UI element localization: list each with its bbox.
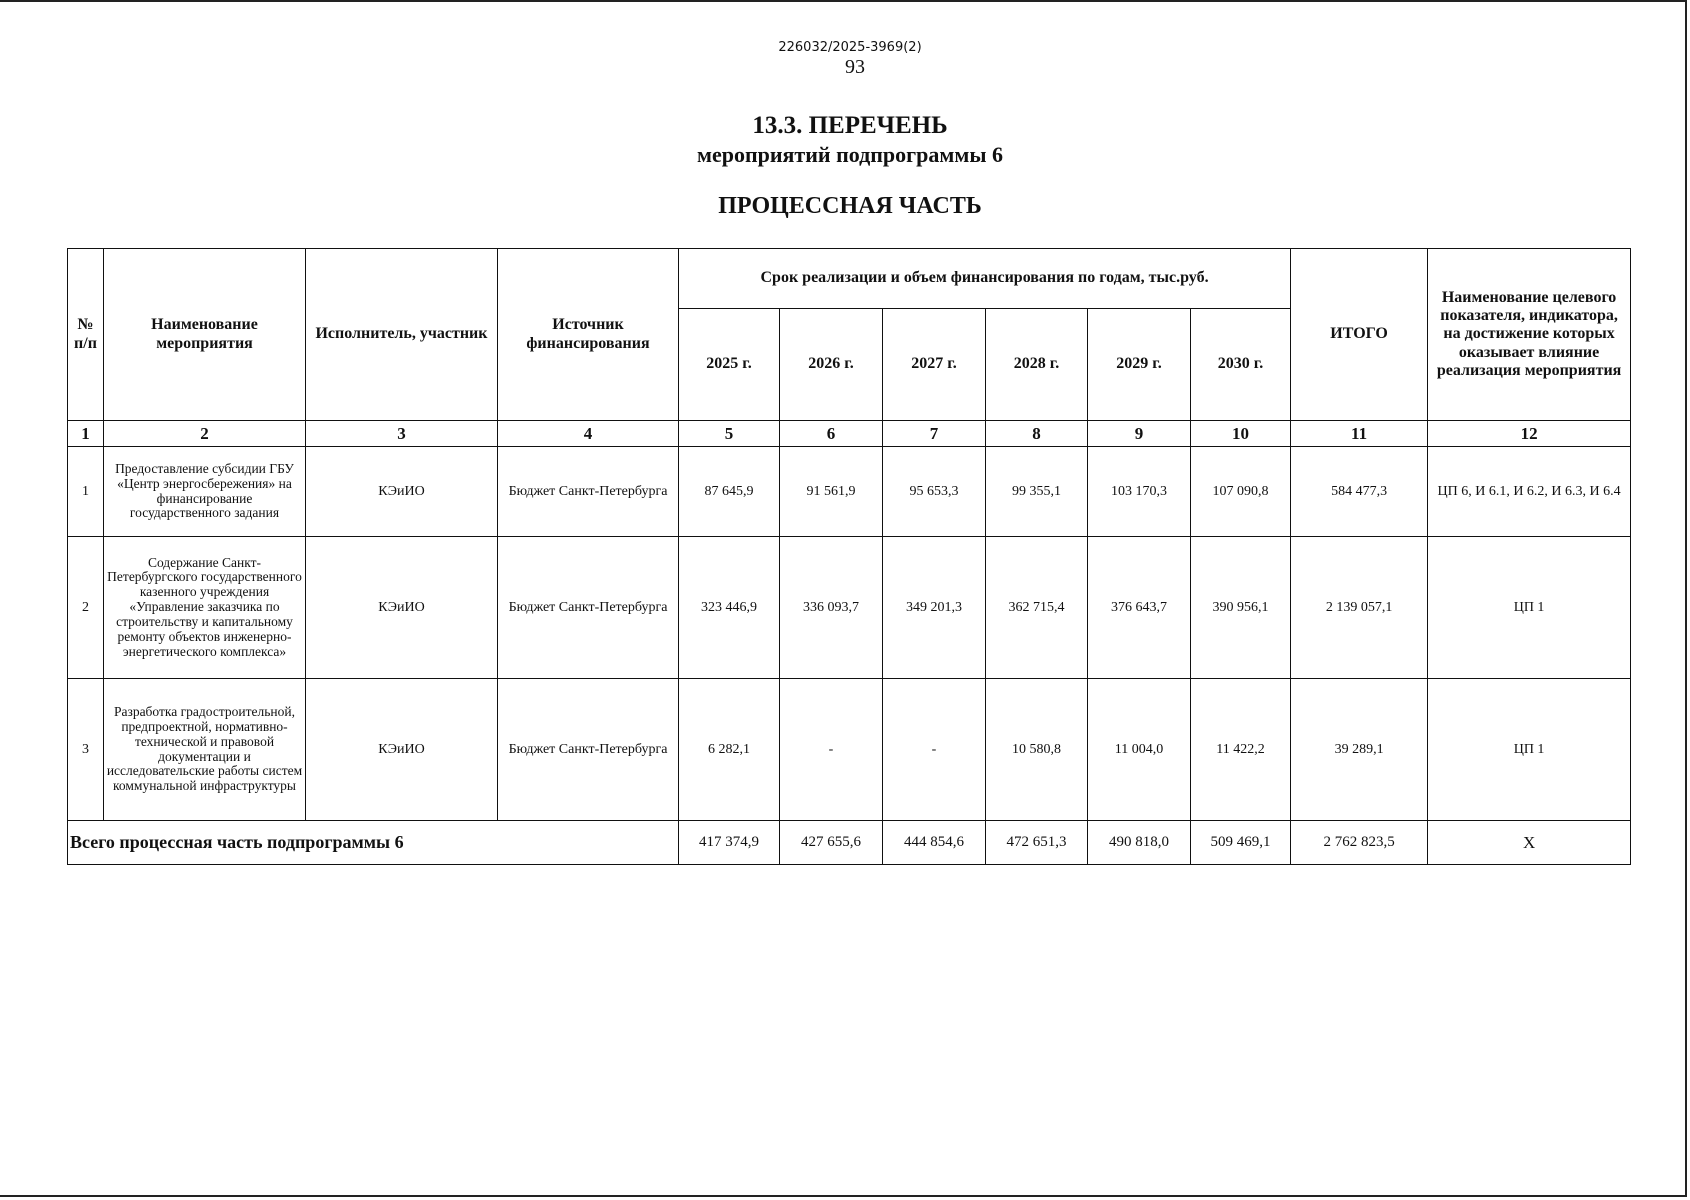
col-header-executor: Исполнитель, участник: [306, 249, 498, 421]
amount-cell: 323 446,9: [679, 537, 780, 679]
total-row: [68, 821, 1631, 865]
funding-source-cell: Бюджет Санкт-Петербурга: [498, 447, 679, 537]
amount-cell: 87 645,9: [679, 447, 780, 537]
col-header-no: № п/п: [68, 249, 104, 421]
amount-cell: 6 282,1: [679, 679, 780, 821]
row-number: 3: [68, 679, 104, 821]
section-title: ПРОЦЕССНАЯ ЧАСТЬ: [718, 193, 982, 219]
column-number: 10: [1191, 421, 1291, 447]
activity-name: Содержание Санкт-Петербургского государственного казенного учреждения «Управление заказчика по строительству и капитальному ремонту объектов инженерно-энергетического комплекса»: [104, 537, 306, 679]
table-row: [68, 679, 1631, 821]
activity-name: Разработка градостроительной, предпроектной, нормативно-технической и правовой документации и исследовательские работы систем коммунальной инфраструктуры: [104, 679, 306, 821]
executor-cell: КЭиИО: [306, 447, 498, 537]
amount-cell: 99 355,1: [986, 447, 1088, 537]
col-header-name: Наименование мероприятия: [104, 249, 306, 421]
amount-cell: 107 090,8: [1191, 447, 1291, 537]
total-amount-cell: 472 651,3: [986, 821, 1088, 865]
row-number: 1: [68, 447, 104, 537]
amount-cell: 390 956,1: [1191, 537, 1291, 679]
activity-name: Предоставление субсидии ГБУ «Центр энергосбережения» на финансирование государственного задания: [104, 447, 306, 537]
col-header-year: 2030 г.: [1191, 309, 1291, 421]
column-number: 8: [986, 421, 1088, 447]
total-amount-cell: 444 854,6: [883, 821, 986, 865]
funding-source-cell: Бюджет Санкт-Петербурга: [498, 537, 679, 679]
total-amount-cell: 509 469,1: [1191, 821, 1291, 865]
document-code: 226032/2025-3969(2): [778, 40, 922, 55]
column-number: 11: [1291, 421, 1428, 447]
indicator-cell: ЦП 6, И 6.1, И 6.2, И 6.3, И 6.4: [1428, 447, 1631, 537]
total-indicator-cell: X: [1428, 821, 1631, 865]
row-total-cell: 584 477,3: [1291, 447, 1428, 537]
page-title: 13.3. ПЕРЕЧЕНЬ: [752, 112, 948, 139]
amount-cell: 10 580,8: [986, 679, 1088, 821]
column-number: 5: [679, 421, 780, 447]
amount-cell: 91 561,9: [780, 447, 883, 537]
column-number: 2: [104, 421, 306, 447]
column-number: 1: [68, 421, 104, 447]
col-header-year: 2026 г.: [780, 309, 883, 421]
col-header-year: 2028 г.: [986, 309, 1088, 421]
executor-cell: КЭиИО: [306, 537, 498, 679]
column-number: 12: [1428, 421, 1631, 447]
amount-cell: -: [780, 679, 883, 821]
page-subtitle: мероприятий подпрограммы 6: [696, 142, 1004, 167]
row-total-cell: 39 289,1: [1291, 679, 1428, 821]
funding-source-cell: Бюджет Санкт-Петербурга: [498, 679, 679, 821]
col-header-total: ИТОГО: [1291, 249, 1428, 421]
column-number: 6: [780, 421, 883, 447]
col-header-period-group: Срок реализации и объем финансирования по годам, тыс.руб.: [679, 249, 1291, 309]
col-header-year: 2029 г.: [1088, 309, 1191, 421]
table-row: [68, 447, 1631, 537]
table-row: [68, 537, 1631, 679]
col-header-source: Источник финансирования: [498, 249, 679, 421]
total-amount-cell: 490 818,0: [1088, 821, 1191, 865]
amount-cell: 336 093,7: [780, 537, 883, 679]
page-number: 93: [845, 56, 865, 78]
total-amount-cell: 427 655,6: [780, 821, 883, 865]
column-number: 7: [883, 421, 986, 447]
col-header-indicator: Наименование целевого показателя, индикатора, на достижение которых оказывает влияние реализация мероприятия: [1428, 249, 1631, 421]
row-total-cell: 2 139 057,1: [1291, 537, 1428, 679]
grand-total-cell: 2 762 823,5: [1291, 821, 1428, 865]
column-number: 3: [306, 421, 498, 447]
amount-cell: 362 715,4: [986, 537, 1088, 679]
activities-table: [67, 248, 1631, 865]
col-header-year: 2025 г.: [679, 309, 780, 421]
amount-cell: 95 653,3: [883, 447, 986, 537]
column-number: 9: [1088, 421, 1191, 447]
row-number: 2: [68, 537, 104, 679]
indicator-cell: ЦП 1: [1428, 537, 1631, 679]
amount-cell: 103 170,3: [1088, 447, 1191, 537]
col-header-year: 2027 г.: [883, 309, 986, 421]
indicator-cell: ЦП 1: [1428, 679, 1631, 821]
executor-cell: КЭиИО: [306, 679, 498, 821]
amount-cell: -: [883, 679, 986, 821]
amount-cell: 11 422,2: [1191, 679, 1291, 821]
amount-cell: 349 201,3: [883, 537, 986, 679]
amount-cell: 376 643,7: [1088, 537, 1191, 679]
column-number: 4: [498, 421, 679, 447]
total-amount-cell: 417 374,9: [679, 821, 780, 865]
column-number-row: [68, 421, 1631, 447]
amount-cell: 11 004,0: [1088, 679, 1191, 821]
total-label: Всего процессная часть подпрограммы 6: [68, 821, 679, 865]
